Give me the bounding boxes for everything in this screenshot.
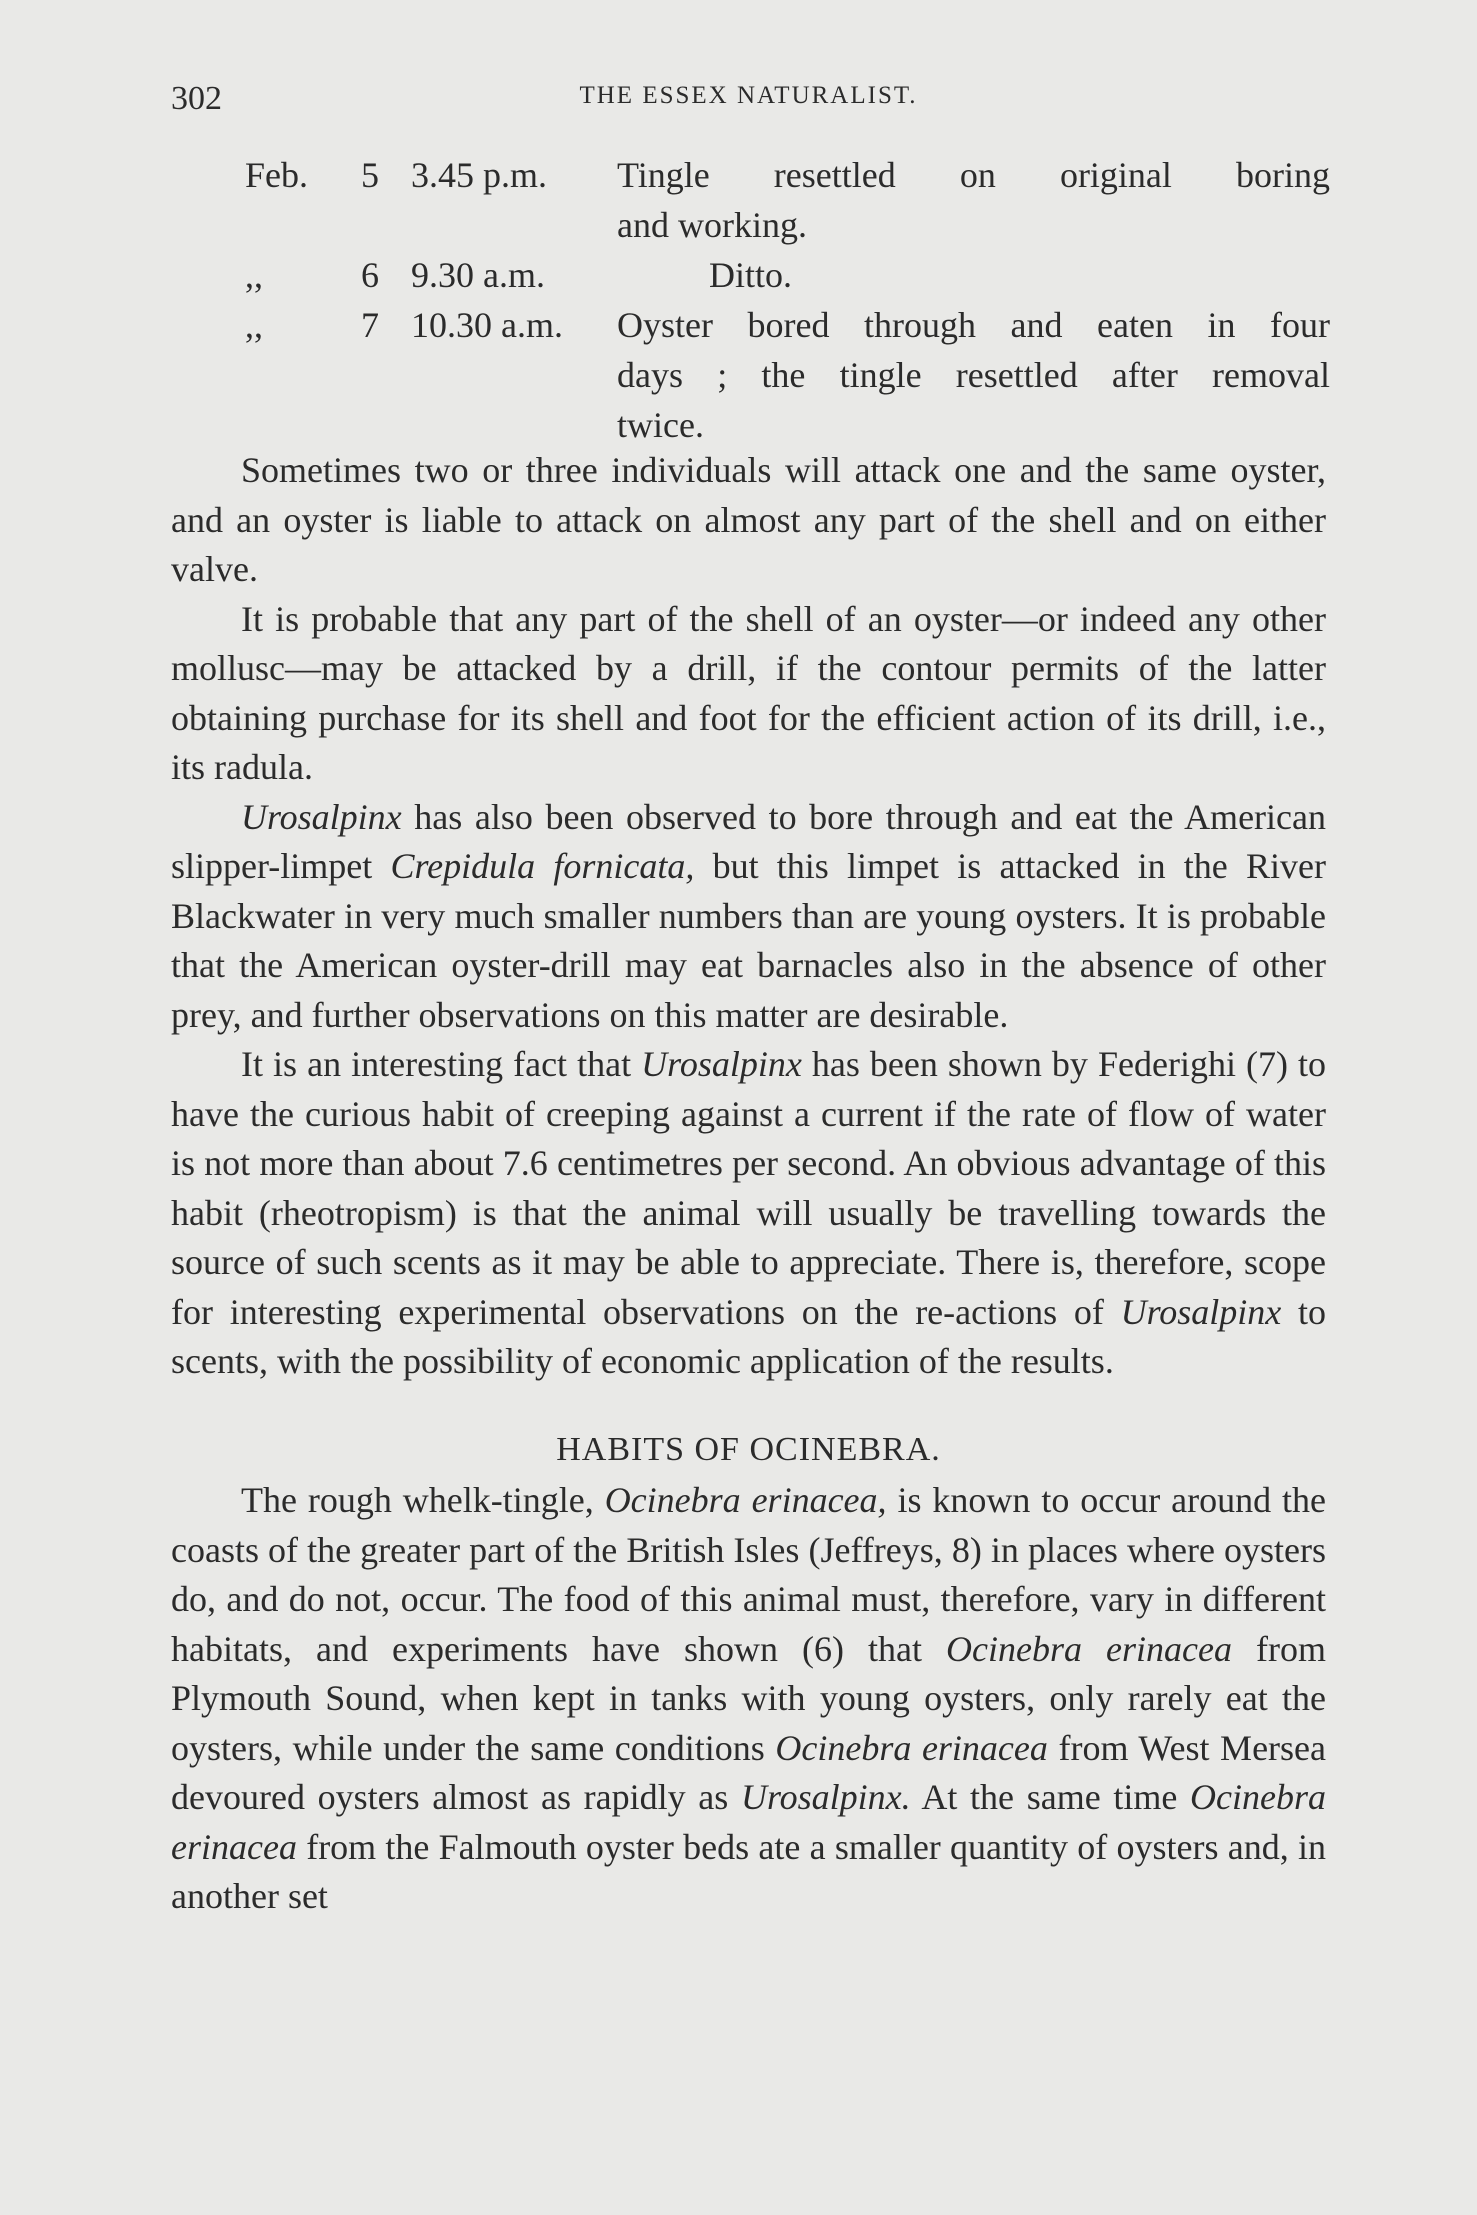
- log-row: [245, 150, 1330, 200]
- text-run: from the Falmouth oyster beds ate a smaller quantity of oysters and, in another set: [171, 1826, 1326, 1916]
- text-run: to scents, with the possibility of economic application of the results.: [171, 1291, 1326, 1381]
- species-name: Urosalpinx: [1120, 1291, 1282, 1332]
- log-time: 10.30 a.m.: [411, 305, 563, 345]
- log-month: Feb.: [245, 155, 308, 195]
- log-entry: days ; the tingle resettled after removal: [617, 355, 1330, 395]
- text-run: has been shown by Federighi (7) to have the curious habit of creeping against a current if the rate of flow of water is not more than about 7.6 centimetres per second. An obvious advantage of this habit (rheotropism) is that the animal will usually be travelling towards the source of such scents as it may be able to appreciate. There is, therefore, scope for interesting experimental observations on the re-actions of: [171, 1044, 1327, 1332]
- text-run: The rough whelk-tingle,: [241, 1480, 605, 1520]
- section-heading: HABITS OF OCINEBRA.: [556, 1430, 941, 1468]
- paragraph: It is probable that any part of the shell of an oyster—or indeed any other mollusc—may be attacked by a drill, if the contour permits of the latter obtaining purchase for its shell and foot for the efficient action of its drill, i.e., its radula.: [171, 598, 1326, 787]
- log-row: [245, 300, 1330, 350]
- text-run: is known to occur around the coasts of the greater part of the British Isles (Jeffreys, 8) in places where oysters do, and do not, occur. The food of this animal must, therefore, vary in different habitats, and experiments have shown (6) that: [171, 1480, 1326, 1669]
- paragraph: [171, 793, 1326, 1041]
- paragraph: [171, 1040, 1326, 1387]
- log-day: 7: [361, 305, 379, 345]
- text-run: At the same time: [910, 1777, 1191, 1817]
- page-number: 302: [171, 80, 222, 117]
- log-entry: Tingle resettled on original boring: [617, 155, 1330, 195]
- log-row: [245, 400, 1330, 450]
- paragraph: Sometimes two or three individuals will attack one and the same oyster, and an oyster is liable to attack on almost any part of the shell and on either valve.: [171, 450, 1326, 589]
- log-row: [245, 250, 1330, 300]
- log-row: [245, 350, 1330, 400]
- log-entry: and working.: [617, 205, 807, 245]
- species-name: Urosalpinx: [241, 796, 402, 837]
- observation-log: [245, 150, 1330, 450]
- text-run: has also been observed to bore through and eat the American slipper-limpet: [171, 796, 1326, 886]
- text-run: from Plymouth Sound, when kept in tanks with young oysters, only rarely eat the oysters, while under the same conditions: [171, 1628, 1326, 1768]
- species-name: Crepidula fornicata,: [390, 846, 695, 886]
- log-time: 3.45 p.m.: [411, 155, 548, 195]
- species-name: Urosalpinx: [641, 1044, 802, 1084]
- log-month: ,,: [245, 255, 263, 295]
- log-day: 5: [361, 155, 379, 195]
- text-run: but this limpet is attacked in the River Blackwater in very much smaller numbers than are young oysters. It is probable that the American oyster-drill may eat barnacles also in the absence of other prey, and further observations on this matter are desirable.: [171, 846, 1326, 1035]
- log-entry: Ditto.: [709, 255, 793, 295]
- species-name: Urosalpinx.: [740, 1777, 911, 1817]
- species-name: Ocinebra erinacea: [946, 1628, 1232, 1669]
- species-name: Ocinebra erinacea,: [604, 1480, 887, 1520]
- log-time: 9.30 a.m.: [411, 255, 545, 295]
- text-run: It is an interesting fact that: [241, 1044, 642, 1084]
- log-row: [245, 200, 1330, 250]
- species-name: Ocinebra erinacea: [171, 1777, 1326, 1867]
- log-entry: twice.: [617, 405, 704, 445]
- running-head: THE ESSEX NATURALIST.: [579, 82, 918, 109]
- log-day: 6: [361, 255, 379, 295]
- log-entry: Oyster bored through and eaten in four: [617, 305, 1330, 345]
- text-run: from West Mersea devoured oysters almost as rapidly as: [171, 1727, 1326, 1817]
- page-header: [171, 80, 1326, 124]
- body-text: [171, 446, 1326, 1922]
- log-month: ,,: [245, 305, 263, 345]
- species-name: Ocinebra erinacea: [775, 1727, 1048, 1768]
- paragraph: [171, 1476, 1326, 1922]
